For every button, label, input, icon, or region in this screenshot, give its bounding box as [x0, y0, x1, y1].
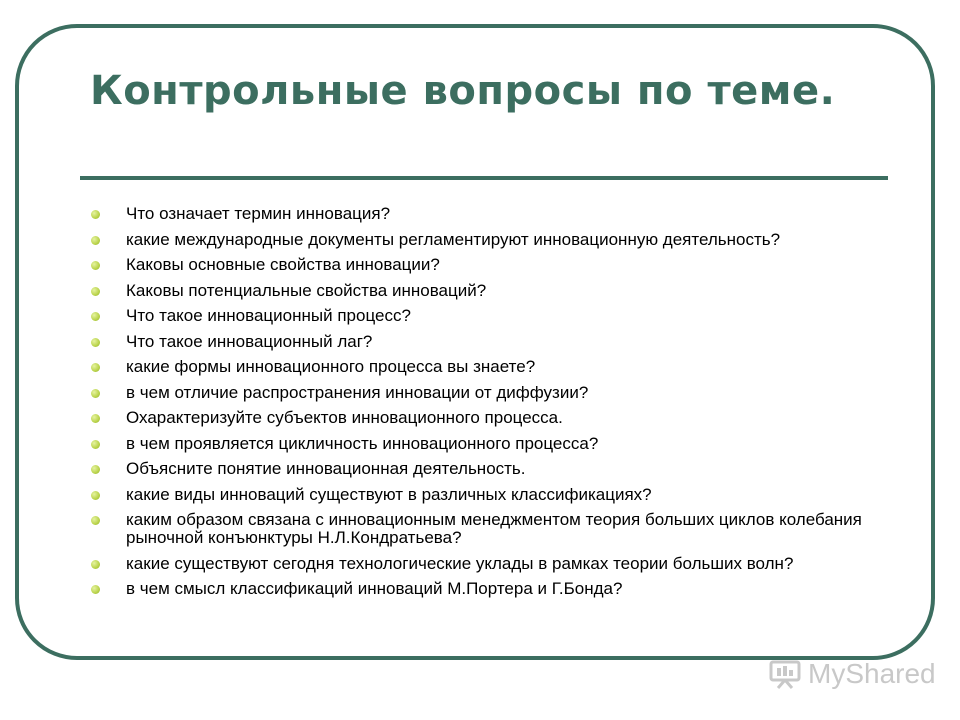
list-item [90, 205, 880, 223]
presentation-board-icon [768, 659, 802, 689]
list-item [90, 460, 880, 478]
bullet-icon [91, 516, 100, 525]
question-text: Что такое инновационный процесс? [126, 306, 411, 325]
title-divider [80, 176, 888, 180]
question-text: Что означает термин инновация? [126, 204, 391, 223]
question-text: Каковы потенциальные свойства инноваций? [126, 280, 487, 300]
bullet-icon [91, 440, 100, 449]
question-list [90, 205, 880, 606]
slide-title: Контрольные вопросы по теме. [90, 68, 836, 114]
bullet-icon [91, 363, 100, 372]
list-item [90, 307, 880, 325]
list-item [90, 435, 880, 453]
question-text: Охарактеризуйте субъектов инновационного процесса. [126, 408, 563, 427]
list-item [90, 511, 880, 547]
list-item [90, 358, 880, 376]
list-item [90, 384, 880, 402]
list-item [90, 231, 880, 249]
list-item [90, 555, 880, 573]
list-item [90, 486, 880, 504]
watermark [768, 658, 936, 690]
bullet-icon [91, 210, 100, 219]
bullet-icon [91, 414, 100, 423]
bullet-icon [91, 312, 100, 321]
question-text: Каковы основные свойства инновации? [126, 255, 440, 274]
bullet-icon [91, 338, 100, 347]
watermark-text: MyShared [808, 658, 936, 689]
question-text: Что такое инновационный лаг? [126, 331, 373, 351]
bullet-icon [91, 389, 100, 398]
question-text: какие виды инноваций существуют в различных классификациях? [126, 484, 652, 504]
question-text: каким образом связана с инновационным менеджментом теория больших циклов колебания рыночной конъюнктуры Н.Л.Кондратьева? [126, 510, 862, 547]
question-text: в чем отличие распространения инновации от диффузии? [126, 382, 589, 402]
bullet-icon [91, 465, 100, 474]
list-item [90, 333, 880, 351]
bullet-icon [91, 261, 100, 270]
list-item [90, 409, 880, 427]
list-item [90, 256, 880, 274]
bullet-icon [91, 585, 100, 594]
question-text: какие международные документы регламентируют инновационную деятельность? [126, 229, 781, 249]
bullet-icon [91, 491, 100, 500]
question-text: Объясните понятие инновационная деятельность. [126, 459, 526, 478]
question-text: в чем проявляется цикличность инновационного процесса? [126, 433, 599, 453]
bullet-icon [91, 236, 100, 245]
bullet-icon [91, 560, 100, 569]
list-item [90, 580, 880, 598]
question-text: какие формы инновационного процесса вы знаете? [126, 357, 536, 376]
bullet-icon [91, 287, 100, 296]
question-text: в чем смысл классификаций инноваций М.Портера и Г.Бонда? [126, 579, 623, 598]
question-text: какие существуют сегодня технологические уклады в рамках теории больших волн? [126, 553, 794, 573]
list-item [90, 282, 880, 300]
